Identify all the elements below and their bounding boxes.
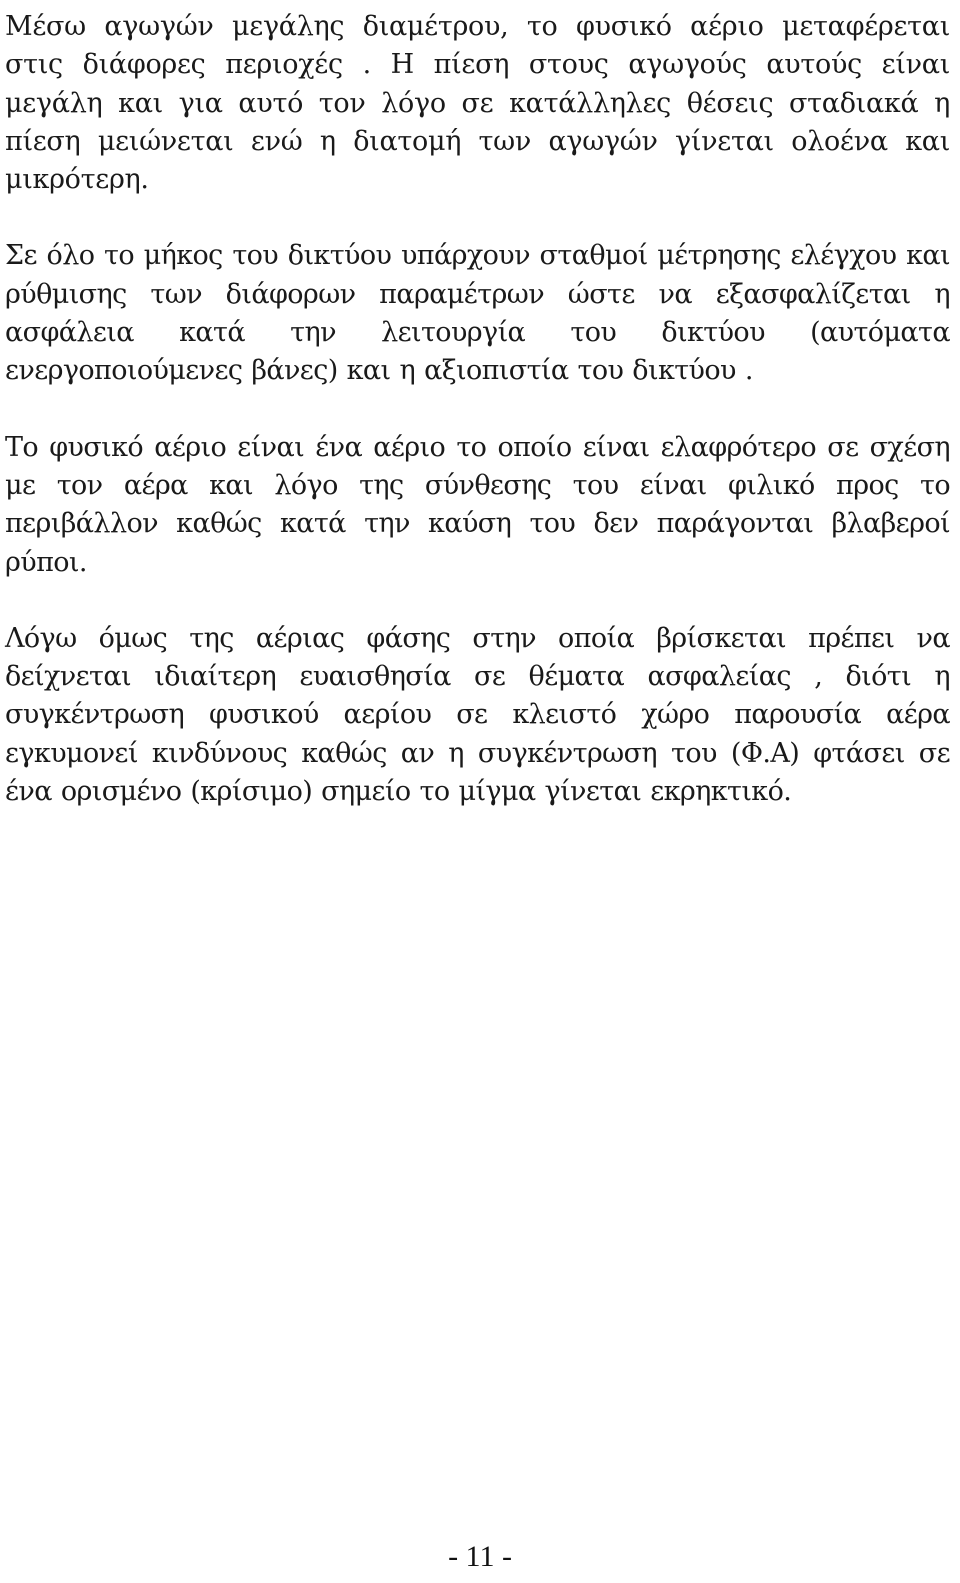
document-body [5,8,950,811]
paragraph-spacer [5,391,950,429]
paragraph-gas-transport: Μέσω αγωγών μεγάλης διαμέτρου, το φυσικό αέριο μεταφέρεται στις διάφορες περιοχές . Η πίεση στους αγωγούς αυτούς είναι μεγάλη και για αυτό τον λόγο σε κατάλληλες θέσεις σταδιακά η πίεση μειώνεται ενώ η διατομή των αγωγών γίνεται ολοένα και μικρότερη. [5,11,950,196]
paragraph-safety: Λόγω όμως της αέριας φάσης στην οποία βρίσκεται πρέπει να δείχνεται ιδιαίτερη ευαισθησία σε θέματα ασφαλείας , διότι η συγκέντρωση φυσικού αερίου σε κλειστό χώρο παρουσία αέρα εγκυμονεί κινδύνους καθώς αν η συγκέντρωση του (Φ.Α) φτάσει σε ένα ορισμένο (κρίσιμο) σημείο το μίγμα γίνεται εκρηκτικό. [5,622,950,808]
paragraph-spacer [5,582,950,620]
page-number: - 11 - [448,1540,512,1573]
paragraph-gas-properties: Το φυσικό αέριο είναι ένα αέριο το οποίο είναι ελαφρότερο σε σχέση με τον αέρα και λόγο της σύνθεσης του είναι φιλικό προς το περιβάλλον καθώς κατά την καύση του δεν παράγονται βλαβεροί ρύποι. [5,431,950,578]
paragraph-monitoring-stations: Σε όλο το μήκος του δικτύου υπάρχουν σταθμοί μέτρησης ελέγχου και ρύθμισης των διάφορων παραμέτρων ώστε να εξασφαλίζεται η ασφάλεια κατά την λειτουργία του δικτύου (αυτόματα ενεργοποιούμενες βάνες) και η αξιοπιστία του δικτύου . [5,240,950,387]
paragraph-spacer [5,199,950,237]
